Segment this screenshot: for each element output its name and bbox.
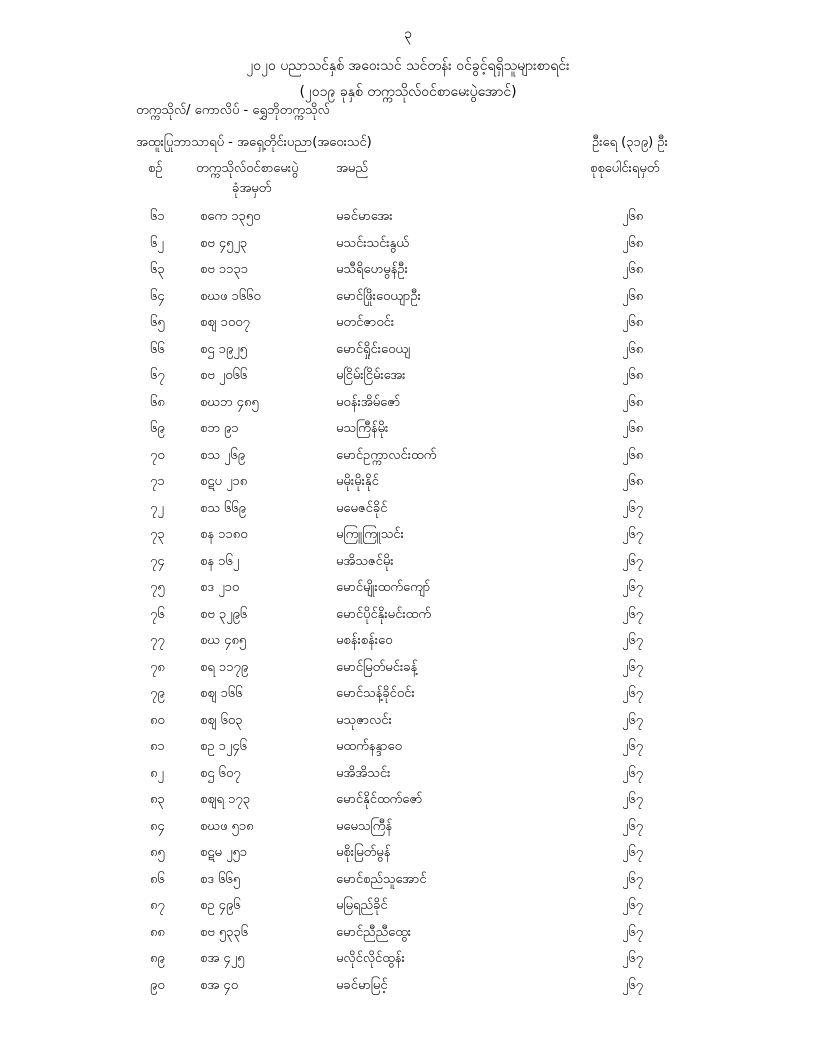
name-cell: မောင်စည်သူအောင် — [336, 871, 427, 887]
serial-cell: ၆၈ — [150, 394, 165, 410]
marks-cell: ၂၆၇ — [622, 606, 644, 622]
name-cell: မောင်ဖြိုးဝေယျာဦး — [336, 288, 421, 304]
roll-number-cell: စဗ ၂၀၆၆ — [200, 368, 248, 383]
column-header-roll: တက္ကသိုလ်ဝင်စာမေးပွဲ — [196, 161, 299, 176]
name-cell: မောင်ရှိုင်းဝေယျ — [336, 341, 411, 357]
serial-cell: ၈၄ — [150, 818, 165, 834]
roll-number-cell: စဃဖ ၅၁၈ — [200, 818, 254, 834]
roll-number-cell: စဗ ၁၁၃၁ — [200, 262, 249, 277]
table-row — [0, 420, 816, 447]
serial-cell: ၇၅ — [150, 580, 165, 595]
serial-cell: ၈၈ — [150, 924, 165, 940]
name-cell: မသကြီန်မိုး — [336, 421, 389, 436]
name-cell: မမြရည်ခိုင် — [336, 898, 388, 913]
name-cell: မကြူကြူသင်း — [336, 527, 404, 542]
name-cell: မမေသကြီန် — [336, 818, 393, 834]
column-header-serial: စဉ် — [148, 161, 163, 176]
roll-number-cell: စဈရ ၁၇၃ — [200, 792, 251, 807]
marks-cell: ၂၆၇ — [622, 739, 644, 754]
serial-cell: ၆၉ — [150, 421, 165, 436]
roll-number-cell: စဌ ၆၀၇ — [200, 765, 241, 781]
marks-cell: ၂၆၇ — [622, 924, 644, 940]
table-row — [0, 924, 816, 951]
roll-number-cell: စဒ ၂၁၀ — [200, 580, 240, 595]
roll-number-cell: စဃဘ ၄၈၅ — [200, 394, 259, 410]
serial-cell: ၈၉ — [150, 951, 165, 966]
table-row — [0, 447, 816, 474]
roll-number-cell: စဥ ၄၉၆ — [200, 898, 241, 913]
marks-cell: ၂၆၇ — [622, 553, 644, 569]
serial-cell: ၆၆ — [150, 341, 165, 357]
marks-cell: ၂၆၇ — [622, 765, 644, 781]
marks-cell: ၂၆၇ — [622, 500, 644, 516]
document-subtitle: (၂၀၁၉ ခုနှစ် တက္ကသိုလ်ဝင်စာမေးပွဲအောင်) — [299, 84, 517, 100]
name-cell: မမိုးမိုးနိုင် — [336, 474, 379, 489]
marks-cell: ၂၆၇ — [622, 659, 644, 675]
serial-cell: ၉၀ — [150, 977, 165, 993]
serial-cell: ၇၃ — [150, 527, 165, 542]
marks-cell: ၂၆၈ — [622, 368, 644, 383]
name-cell: မခင်မာမြင့် — [336, 977, 388, 993]
marks-cell: ၂၆၈ — [622, 394, 644, 410]
roll-number-cell: စအ ၄၀ — [200, 977, 239, 993]
table-row — [0, 526, 816, 553]
table-row — [0, 579, 816, 606]
name-cell: မောင်ညီညီထွေး — [336, 924, 412, 940]
name-cell: မသင်းသင်းနွယ် — [336, 235, 409, 251]
serial-cell: ၈၅ — [150, 845, 165, 860]
table-row — [0, 871, 816, 898]
roll-number-cell: စန ၁၆၂ — [200, 553, 240, 569]
table-row — [0, 659, 816, 686]
document-title: ၂၀၂၀ ပညာသင်နှစ် အဝေးသင် သင်တန်း ဝင်ခွင့်ရရှိသူများစာရင်း — [246, 58, 570, 74]
marks-cell: ၂၆၈ — [622, 288, 644, 304]
serial-cell: ၇၄ — [150, 553, 165, 569]
column-header-marks: စုစုပေါင်းရမှတ် — [590, 161, 660, 176]
university-line: တက္ကသိုလ်/ ကောလိပ် - ရွှေဘိုတက္ကသိုလ် — [136, 103, 330, 118]
page-number: ၃ — [404, 26, 412, 42]
roll-number-cell: စဒ ၆၆၅ — [200, 871, 241, 887]
name-cell: မောင်မျိုးထက်ကျော် — [336, 580, 431, 595]
table-row — [0, 367, 816, 394]
serial-cell: ၈၂ — [150, 765, 164, 781]
roll-number-cell: စအ ၄၂၅ — [200, 951, 245, 966]
roll-number-cell: စဃ ၄၈၅ — [200, 633, 247, 648]
roll-number-cell: စဈ ၆၀၃ — [200, 712, 243, 728]
serial-cell: ၆၂ — [150, 235, 164, 251]
table-row — [0, 261, 816, 288]
roll-number-cell: စဌ ၁၉၂၅ — [200, 341, 247, 357]
serial-cell: ၆၅ — [150, 315, 165, 330]
table-row — [0, 765, 816, 792]
marks-cell: ၂၆၇ — [622, 580, 644, 595]
name-cell: မောင်သန့်ခိုင်ဝင်း — [336, 686, 415, 701]
serial-cell: ၈၇ — [150, 898, 165, 913]
table-row — [0, 341, 816, 368]
name-cell: မောင်ပိုင်နိုးမင်းထက် — [336, 606, 431, 622]
table-row — [0, 500, 816, 527]
marks-cell: ၂၆၈ — [622, 341, 644, 357]
roll-number-cell: စဈ ၁၀၀၇ — [200, 315, 250, 330]
column-header-name: အမည် — [336, 161, 368, 176]
name-cell: မသီရိဟေမွန်ဦး — [336, 262, 408, 277]
roll-number-cell: စဘ ၉၁ — [200, 421, 239, 436]
roll-number-cell: စသ ၂၆၉ — [200, 447, 246, 463]
roll-number-cell: စဗ ၅၃၃၆ — [200, 924, 249, 940]
name-cell: မောင်ဥက္ကာလင်းထက် — [336, 447, 437, 463]
department-line: အထူးပြုဘာသာရပ် - အရှေ့တိုင်းပညာ(အဝေးသင်) — [136, 135, 372, 150]
roll-number-cell: စဗ ၄၅၂၃ — [200, 235, 248, 251]
marks-cell: ၂၆၈ — [622, 209, 644, 224]
table-row — [0, 394, 816, 421]
marks-cell: ၂၆၈ — [622, 262, 644, 277]
table-row — [0, 977, 816, 1004]
roll-number-cell: စဋမ ၂၅၁ — [200, 845, 248, 860]
serial-cell: ၆၇ — [150, 368, 165, 383]
name-cell: မငြိမ်းငြိမ်းအေး — [336, 368, 406, 383]
table-row — [0, 553, 816, 580]
table-row — [0, 712, 816, 739]
name-cell: မအိအိသင်း — [336, 765, 391, 781]
roll-number-cell: စရ ၁၁၇၉ — [200, 659, 249, 675]
serial-cell: ၇၇ — [150, 633, 165, 648]
table-row — [0, 791, 816, 818]
serial-cell: ၈၆ — [150, 871, 165, 887]
count-line: ဦးရေ (၃၁၉) ဦး — [592, 135, 668, 150]
results-table — [0, 208, 816, 1003]
table-row — [0, 685, 816, 712]
table-row — [0, 235, 816, 262]
marks-cell: ၂၆၇ — [622, 712, 644, 728]
table-row — [0, 606, 816, 633]
roll-number-cell: စန ၁၁၈၀ — [200, 527, 248, 542]
name-cell: မသုဇာလင်း — [336, 712, 392, 728]
marks-cell: ၂၆၇ — [622, 792, 644, 807]
table-row — [0, 288, 816, 315]
marks-cell: ၂၆၈ — [622, 474, 644, 489]
roll-number-cell: စဃဖ ၁၆၆၀ — [200, 288, 261, 304]
serial-cell: ၈၃ — [150, 792, 165, 807]
serial-cell: ၈၀ — [150, 712, 165, 728]
roll-number-cell: စဈ ၁၆၆ — [200, 686, 243, 701]
name-cell: မဝန်းအိမ်ဇော် — [336, 394, 401, 410]
serial-cell: ၆၁ — [150, 209, 165, 224]
name-cell: မလိုင်လိုင်ထွန်း — [336, 951, 405, 966]
table-row — [0, 738, 816, 765]
serial-cell: ၇၀ — [150, 447, 165, 463]
roll-number-cell: စဗ ၃၂၉၆ — [200, 606, 248, 622]
name-cell: မစိုးမြတ်မွန် — [336, 845, 391, 860]
serial-cell: ၇၂ — [150, 500, 164, 516]
marks-cell: ၂၆၇ — [622, 871, 644, 887]
name-cell: မထက်နန္ဒာဝေ — [336, 739, 402, 754]
marks-cell: ၂၆၇ — [622, 951, 644, 966]
table-row — [0, 844, 816, 871]
roll-number-cell: စသ ၆၆၉ — [200, 500, 246, 516]
marks-cell: ၂၆၇ — [622, 845, 644, 860]
marks-cell: ၂၆၈ — [622, 315, 644, 330]
name-cell: မောင်မြတ်မင်းခန့် — [336, 659, 418, 675]
serial-cell: ၇၆ — [150, 606, 165, 622]
table-row — [0, 818, 816, 845]
name-cell: မမေဇင်ခိုင် — [336, 500, 388, 516]
marks-cell: ၂၆၈ — [622, 447, 644, 463]
table-row — [0, 208, 816, 235]
serial-cell: ၆၄ — [150, 288, 165, 304]
serial-cell: ၇၁ — [150, 474, 165, 489]
table-row — [0, 632, 816, 659]
marks-cell: ၂၆၇ — [622, 633, 644, 648]
marks-cell: ၂၆၇ — [622, 527, 644, 542]
serial-cell: ၇၈ — [150, 659, 165, 675]
table-row — [0, 950, 816, 977]
marks-cell: ၂၆၇ — [622, 686, 644, 701]
column-header-roll-sub: ခုံအမှတ် — [232, 181, 272, 196]
serial-cell: ၇၉ — [150, 686, 165, 701]
table-row — [0, 473, 816, 500]
name-cell: မခင်မာအေး — [336, 209, 393, 224]
marks-cell: ၂၆၈ — [622, 421, 644, 436]
roll-number-cell: စဥ ၁၂၄၆ — [200, 739, 247, 754]
marks-cell: ၂၆၇ — [622, 977, 644, 993]
serial-cell: ၈၁ — [150, 739, 165, 754]
name-cell: မတင်ဇာဝင်း — [336, 315, 395, 330]
table-row — [0, 897, 816, 924]
name-cell: မအိသဇင်မိုး — [336, 553, 394, 569]
serial-cell: ၆၃ — [150, 262, 165, 277]
marks-cell: ၂၆၇ — [622, 818, 644, 834]
table-row — [0, 314, 816, 341]
marks-cell: ၂၆၈ — [622, 235, 644, 251]
name-cell: မစန်းစန်းဝေ — [336, 633, 393, 648]
marks-cell: ၂၆၇ — [622, 898, 644, 913]
roll-number-cell: စဋပ ၂၁၈ — [200, 474, 248, 489]
roll-number-cell: စကေ ၁၃၅၀ — [200, 209, 261, 224]
name-cell: မောင်နိုင်ထက်ဇော် — [336, 792, 423, 807]
